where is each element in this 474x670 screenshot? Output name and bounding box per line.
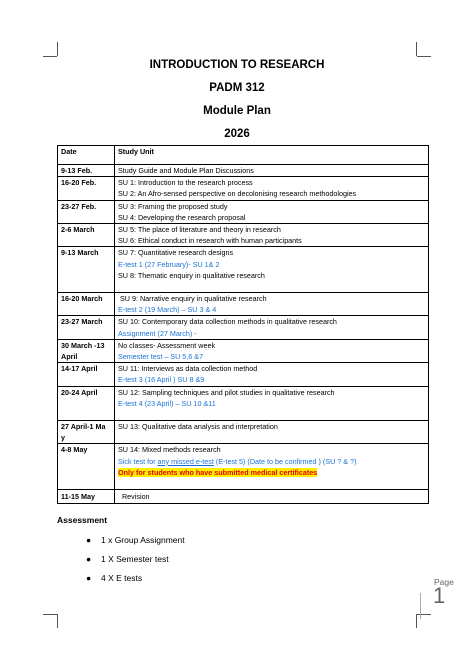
row-units [115,293,429,316]
row-units [115,247,429,293]
row-date: 11-15 May [58,490,115,504]
medical-note: Only for students who have submitted medical certificates [118,467,318,477]
doc-year: 2026 [224,128,250,140]
assessment-heading: Assessment [57,515,108,525]
unit-line: Revision [118,492,150,502]
crop-mark [43,614,57,615]
row-date: 2-6 March [58,224,115,247]
table-row [58,224,429,247]
row-units [115,224,429,247]
module-plan-table [57,145,429,504]
etest-line: E-test 3 (16 April ) SU 8 &9 [118,375,205,385]
unit-line: SU 4: Developing the research proposal [118,212,246,222]
row-units [115,177,429,200]
row-date: 9-13 Feb. [58,165,115,177]
row-units [115,165,429,177]
crop-mark [57,42,58,56]
row-date: 20-24 April [58,386,115,420]
row-units [115,490,429,504]
row-date: 16-20 March [58,293,115,316]
table-row [58,165,429,177]
table-header-row [58,146,429,165]
unit-line: SU 5: The place of literature and theory in research [118,225,281,235]
bullet-icon: ● [86,573,92,583]
row-date: 16-20 Feb. [58,177,115,200]
unit-line: SU 7: Quantitative research designs [118,248,234,258]
crop-mark [417,56,431,57]
page-label: Page [434,577,454,587]
unit-line: SU 11: Interviews as data collection method [118,364,258,374]
list-item: ● 1 X Semester test [86,554,169,564]
table-row [58,490,429,504]
missed-etest-text: any missed e-test [157,456,214,466]
row-date: 14-17 April [58,363,115,386]
etest-line: E-test 2 (19 March) – SU 3 & 4 [118,305,217,315]
unit-line: Study Guide and Module Plan Discussions [118,166,254,175]
unit-line: No classes- Assessment week [118,340,216,350]
bullet-icon: ● [86,535,92,545]
unit-line: SU 3: Framing the proposed study [118,201,228,211]
header-date: Date [58,146,115,165]
table-row [58,363,429,386]
table-row [58,316,429,339]
semester-test-line: Semester test – SU 5,6 &7 [118,352,204,362]
unit-line: SU 6: Ethical conduct in research with human participants [118,236,302,246]
header-study-unit: Study Unit [115,146,429,165]
row-date: 23-27 March [58,316,115,339]
row-units [115,421,429,444]
unit-line: SU 10: Contemporary data collection methods in qualitative research [118,317,337,327]
crop-mark [57,614,58,628]
assignment-line: Assignment (27 March) - [118,328,197,338]
unit-line: SU 8: Thematic enquiry in qualitative research [118,270,265,280]
row-units [115,339,429,362]
table-row [58,386,429,420]
row-date: 27 April-1 Ma y [58,421,115,444]
unit-line: SU 1: Introduction to the research process [118,178,253,188]
etest-line: E-test 1 (27 February)- SU 1& 2 [118,259,220,269]
page-divider [420,593,421,619]
row-units [115,363,429,386]
crop-mark [416,614,417,628]
row-date: 4-8 May [58,444,115,490]
doc-subtitle: Module Plan [203,105,271,117]
row-date: 23-27 Feb. [58,200,115,223]
list-item: ● 4 X E tests [86,573,143,583]
row-units [115,200,429,223]
unit-line: SU 12: Sampling techniques and pilot studies in qualitative research [118,387,335,397]
row-date: 9-13 March [58,247,115,293]
crop-mark [43,56,57,57]
table-row [58,177,429,200]
row-units [115,444,429,490]
unit-line: SU 14: Mixed methods research [118,445,221,455]
unit-line: SU 2: An Afro-sensed perspective on decolonising research methodologies [118,189,357,199]
list-item: ● 1 x Group Assignment [86,535,185,545]
course-code: PADM 312 [209,82,265,94]
table-row [58,444,429,490]
table-row [58,247,429,293]
table-row [58,293,429,316]
table-row [58,339,429,362]
table-row [58,421,429,444]
etest-line: E-test 4 (23 April) – SU 10 &11 [118,398,216,408]
sick-test-line: Sick test for any missed e-test (E-test 5) (Date to be confirmed ) (SU ? & ?) [118,456,357,466]
crop-mark [416,42,417,56]
table-row [58,200,429,223]
page-number: 1 [433,583,446,608]
unit-line: SU 13: Qualitative data analysis and interpretation [118,422,278,432]
row-date: 30 March -13 April [58,339,115,362]
row-units [115,386,429,420]
doc-title: INTRODUCTION TO RESEARCH [149,59,325,71]
unit-line: SU 9: Narrative enquiry in qualitative research [118,294,267,304]
bullet-icon: ● [86,554,92,564]
row-units [115,316,429,339]
